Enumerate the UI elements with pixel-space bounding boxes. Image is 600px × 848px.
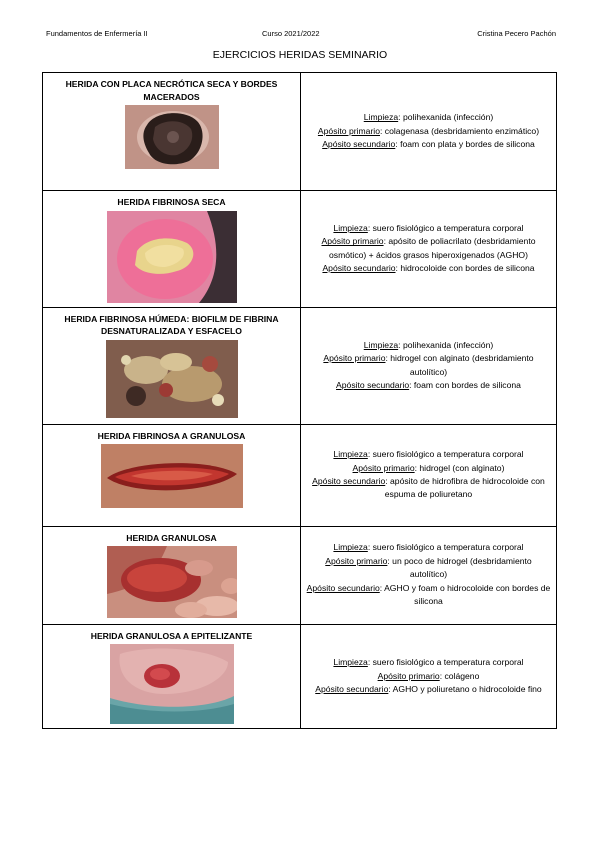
- secondary-dressing-value: AGHO y poliuretano o hidrocoloide fino: [392, 683, 542, 694]
- cleaning-line: Limpieza: suero fisiológico a temperatura corporal: [333, 657, 524, 668]
- primary-dressing-label: Apósito primario: [352, 462, 415, 473]
- granular-to-epithelializing-wound-photo: [110, 644, 234, 724]
- header-academic-year: Curso 2021/2022: [262, 29, 320, 38]
- secondary-dressing-line: Apósito secundario: hidrocoloide con bordes de silicona: [322, 263, 535, 274]
- cleaning-label: Limpieza: [333, 657, 368, 668]
- cleaning-label: Limpieza: [363, 112, 399, 123]
- secondary-dressing-label: Apósito secundario: [336, 379, 410, 390]
- wound-cell: [43, 424, 301, 526]
- secondary-dressing-label: Apósito secundario: [322, 263, 396, 274]
- primary-dressing-line: Apósito primario: un poco de hidrogel (desbridamiento autolítico): [325, 555, 532, 580]
- table-row: [43, 73, 557, 191]
- primary-dressing-line: Apósito primario: hidrogel (con alginato): [352, 462, 505, 473]
- table-row: [43, 307, 557, 424]
- wound-title: HERIDA FIBRINOSA A GRANULOSA: [97, 430, 246, 441]
- primary-dressing-line: Apósito primario: hidrogel con alginato (desbridamiento autolítico): [323, 353, 534, 377]
- wound-title: HERIDA GRANULOSA A EPITELIZANTE: [90, 630, 253, 641]
- wound-cell: [43, 73, 301, 191]
- primary-dressing-value: hidrogel con alginato (desbridamiento autolítico): [390, 353, 534, 377]
- secondary-dressing-value: hidrocoloide con bordes de silicona: [400, 263, 535, 274]
- secondary-dressing-value: foam con bordes de silicona: [413, 379, 521, 390]
- cleaning-value: suero fisiológico a temperatura corporal: [372, 542, 524, 553]
- secondary-dressing-value: AGHO y foam o hidrocoloide con bordes de silicona: [384, 582, 551, 607]
- primary-dressing-label: Apósito primario: [377, 670, 440, 681]
- secondary-dressing-line: Apósito secundario: AGHO y poliuretano o hidrocoloide fino: [315, 683, 542, 694]
- secondary-dressing-value: apósito de hidrofibra de hidrocoloide con espuma de poliuretano: [384, 476, 545, 500]
- secondary-dressing-line: Apósito secundario: foam con plata y bordes de silicona: [322, 139, 535, 150]
- cleaning-label: Limpieza: [333, 542, 368, 553]
- wound-title: HERIDA FIBRINOSA HÚMEDA: BIOFILM DE FIBRINA DESNATURALIZADA Y ESFACELO: [64, 313, 279, 336]
- treatment-cell: [301, 73, 557, 191]
- table-row: [43, 191, 557, 308]
- cleaning-line: Limpieza: polihexanida (infección): [363, 112, 494, 123]
- treatment-cell: [301, 624, 557, 729]
- primary-dressing-value: hidrogel (con alginato): [419, 462, 505, 473]
- necrotic-wound-photo: [125, 105, 219, 169]
- wound-title: HERIDA CON PLACA NECRÓTICA SECA Y BORDES MACERADOS: [65, 79, 278, 102]
- cleaning-label: Limpieza: [363, 339, 399, 350]
- wound-cell: [43, 307, 301, 424]
- primary-dressing-line: Apósito primario: apósito de poliacrilato (desbridamiento osmótico) + ácidos grasos hiperoxigenados (AGHO): [321, 236, 536, 260]
- cleaning-line: Limpieza: suero fisiológico a temperatura corporal: [333, 449, 524, 460]
- secondary-dressing-line: Apósito secundario: foam con bordes de silicona: [336, 379, 521, 390]
- header-course-name: Fundamentos de Enfermería II: [46, 29, 148, 38]
- cleaning-value: suero fisiológico a temperatura corporal: [372, 222, 524, 233]
- treatment-cell: [301, 191, 557, 308]
- treatment-cell: [301, 526, 557, 624]
- header-author: Cristina Pecero Pachón: [477, 29, 556, 38]
- table-row: [43, 526, 557, 624]
- wounds-table: [42, 72, 557, 729]
- wound-cell: [43, 624, 301, 729]
- table-row: [43, 624, 557, 729]
- cleaning-line: Limpieza: suero fisiológico a temperatura corporal: [333, 542, 524, 553]
- primary-dressing-label: Apósito primario: [317, 125, 380, 136]
- primary-dressing-value: colágeno: [444, 670, 480, 681]
- secondary-dressing-label: Apósito secundario: [315, 683, 389, 694]
- cleaning-value: polihexanida (infección): [402, 339, 494, 350]
- secondary-dressing-line: Apósito secundario: apósito de hidrofibra de hidrocoloide con espuma de poliuretano: [312, 476, 545, 500]
- cleaning-label: Limpieza: [333, 449, 368, 460]
- wet-fibrinous-wound-photo: [106, 340, 238, 418]
- cleaning-line: Limpieza: suero fisiológico a temperatura corporal: [333, 222, 524, 233]
- dry-fibrinous-wound-photo: [107, 211, 237, 303]
- cleaning-line: Limpieza: polihexanida (infección): [363, 339, 494, 350]
- wound-title: HERIDA GRANULOSA: [126, 532, 217, 543]
- secondary-dressing-label: Apósito secundario: [306, 582, 380, 593]
- wound-cell: [43, 191, 301, 308]
- cleaning-label: Limpieza: [333, 222, 368, 233]
- secondary-dressing-label: Apósito secundario: [322, 139, 396, 150]
- table-row: [43, 424, 557, 526]
- treatment-cell: [301, 307, 557, 424]
- secondary-dressing-value: foam con plata y bordes de silicona: [400, 139, 535, 150]
- cleaning-value: suero fisiológico a temperatura corporal: [372, 657, 524, 668]
- fibrinous-to-granular-wound-photo: [101, 444, 243, 508]
- primary-dressing-line: Apósito primario: colagenasa (desbridamiento enzimático): [317, 125, 540, 136]
- granular-wound-photo: [107, 546, 237, 618]
- treatment-cell: [301, 424, 557, 526]
- primary-dressing-value: colagenasa (desbridamiento enzimático): [384, 125, 540, 136]
- primary-dressing-label: Apósito primario: [325, 555, 388, 566]
- primary-dressing-label: Apósito primario: [323, 353, 386, 364]
- primary-dressing-value: apósito de poliacrilato (desbridamiento osmótico) + ácidos grasos hiperoxigenados (AGHO): [329, 236, 536, 260]
- primary-dressing-label: Apósito primario: [321, 236, 384, 247]
- primary-dressing-line: Apósito primario: colágeno: [377, 670, 480, 681]
- wound-cell: [43, 526, 301, 624]
- wound-title: HERIDA FIBRINOSA SECA: [117, 197, 226, 207]
- cleaning-value: polihexanida (infección): [402, 112, 494, 123]
- primary-dressing-value: un poco de hidrogel (desbridamiento autolítico): [392, 555, 532, 580]
- secondary-dressing-label: Apósito secundario: [312, 476, 386, 486]
- page-header: [46, 29, 556, 41]
- document-title: EJERCICIOS HERIDAS SEMINARIO: [212, 49, 388, 61]
- secondary-dressing-line: Apósito secundario: AGHO y foam o hidrocoloide con bordes de silicona: [306, 582, 551, 607]
- cleaning-value: suero fisiológico a temperatura corporal: [372, 449, 524, 460]
